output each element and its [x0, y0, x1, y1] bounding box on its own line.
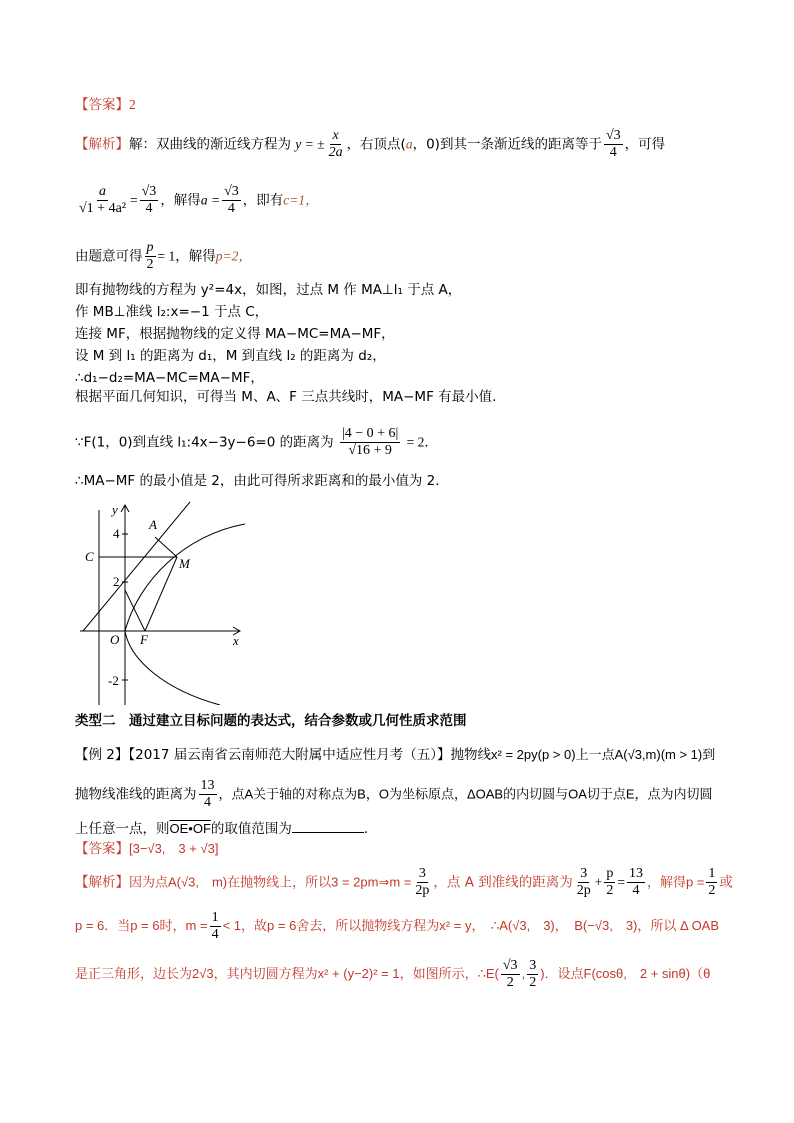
- parabola-curve: [125, 524, 245, 705]
- answer-blank: [292, 818, 364, 833]
- analysis-line-8: ∴d₁−d₂=MA−MC=MA−MF，: [75, 370, 264, 386]
- fraction: $\frac{13}{4}$: [628, 866, 643, 898]
- analysis-line-9: 根据平面几何知识，可得当 M、A、F 三点共线时，MA−MF 有最小值．: [75, 389, 506, 405]
- fraction-x-2a: $\frac{x}{2a}$: [328, 128, 343, 160]
- analysis2-line-2: p = 6．当p = 6时，m = $\frac{1}{4}$ < 1，故p = 6舍去，所以抛物线方程为x² = y， ∴A(√3, 3)， B(−√3, 3)，所以 Δ OAB: [75, 910, 720, 942]
- fraction-sqrt3-4: $\frac{√3}{4}$: [224, 184, 239, 216]
- analysis2-line-1: 【解析】因为点A(√3, m)在抛物线上，所以3 = 2pm⇒m = $\frac{3}{2p}$ ，点 A 到准线的距离为 $\frac{3}{2p}$ + $\frac{p}{2}$ = $\frac{13}{4}$ ，解得p = $\frac{1}{2}$ 或: [75, 866, 733, 898]
- analysis-line-3: 由题意可得 $\frac{p}{2}$ = 1，解得p=2，: [75, 240, 252, 272]
- tick-label-minus-2: -2: [108, 673, 119, 688]
- segment-MF: [145, 557, 177, 631]
- analysis-line-1: [75, 128, 665, 161]
- label-y: y: [112, 502, 118, 517]
- var-a: a: [405, 136, 413, 152]
- analysis-line-4: 即有抛物线的方程为 y²=4x，如图，过点 M 作 MA⊥l₁ 于点 A，: [75, 282, 462, 298]
- label-M: M: [179, 556, 190, 571]
- analysis-line-5: 作 MB⊥准线 l₂:x=−1 于点 C，: [75, 304, 269, 320]
- fraction: $\frac{3}{2p}$: [415, 866, 430, 898]
- analysis-line-11: ∴MA−MF 的最小值是 2，由此可得所求距离和的最小值为 2．: [75, 473, 449, 489]
- fraction-a-sqrt: $\frac{a}{\text{√1 + 4a²}}$: [79, 184, 126, 216]
- answer-value: 2: [129, 97, 136, 112]
- fraction-p-2: $\frac{p}{2}$: [146, 240, 154, 272]
- example-line-1: 【例 2】【2017 届云南省云南师范大附属中适应性月考（五）】抛物线x² = 2py(p > 0)上一点A(√3,m)(m > 1)到: [75, 747, 716, 763]
- segment-AM: [155, 537, 177, 557]
- analysis-line-7: 设 M 到 l₁ 的距离为 d₁，M 到直线 l₂ 的距离为 d₂，: [75, 348, 386, 364]
- fraction: $\frac{3}{2}$: [529, 958, 537, 990]
- asymptote-eq: y = ±: [295, 136, 325, 152]
- fraction: $\frac{3}{2p}$: [576, 866, 591, 898]
- fraction: $\frac{1}{2}$: [708, 866, 716, 898]
- label-O: O: [110, 632, 120, 647]
- label-x: x: [233, 633, 239, 648]
- analysis-text: ，右顶点(: [346, 136, 406, 153]
- tick-label-4: 4: [113, 526, 120, 541]
- example-line-2: 抛物线准线的距离为 $\frac{13}{4}$ ，点A关于轴的对称点为B，O为坐标原点，ΔOAB的内切圆与OA切于点E，点为内切圆: [75, 778, 713, 810]
- analysis-line-2: $\frac{a}{\text{√1 + 4a²}}$ = $\frac{√3}{4}$ ，解得a = $\frac{√3}{4}$ ，即有c=1，: [79, 184, 319, 216]
- answer-tag: 【答案】: [75, 97, 129, 113]
- analysis-text: ，可得: [624, 136, 666, 153]
- analysis2-line-3: 是正三角形，边长为2√3，其内切圆方程为x² + (y−2)² = 1，如图所示，∴E( $\frac{√3}{2}$ , $\frac{3}{2}$ )．设点F(cosθ, 2 + sinθ)（θ: [75, 958, 711, 990]
- analysis-line-10: ∵F(1，0)到直线 l₁:4x−3y−6=0 的距离为 $\frac{|4 - 0 + 6|}{√16 + 9}$ = 2．: [75, 426, 438, 458]
- segment-to-F: [125, 590, 145, 631]
- answer2-line: 【答案】[3−√3, 3 + √3]: [75, 841, 219, 857]
- fraction-13-4: $\frac{13}{4}$: [200, 778, 215, 810]
- label-F: F: [140, 632, 148, 647]
- example-line-3: 上任意一点，则OE•OF的取值范围为 ．: [75, 818, 377, 838]
- fraction-sqrt3-4: $\frac{√3}{4}$: [605, 128, 621, 160]
- distance-fraction: $\frac{|4 - 0 + 6|}{√16 + 9}$: [341, 426, 399, 458]
- analysis-line-6: 连接 MF，根据抛物线的定义得 MA−MC=MA−MF，: [75, 326, 395, 342]
- label-A: A: [149, 517, 157, 532]
- analysis-tag: 【解析】: [75, 136, 129, 153]
- fraction: $\frac{p}{2}$: [606, 866, 614, 898]
- label-C: C: [85, 549, 94, 564]
- answer-line: [75, 96, 136, 114]
- parabola-graph: [75, 500, 255, 705]
- fraction-sqrt3-4: $\frac{√3}{4}$: [141, 184, 157, 216]
- analysis-text: 解：双曲线的渐近线方程为: [129, 136, 291, 153]
- analysis-text: ，0)到其一条渐近线的距离等于: [412, 136, 602, 153]
- section-title: 类型二 通过建立目标问题的表达式，结合参数或几何性质求范围: [75, 713, 467, 729]
- fraction: $\frac{√3}{2}$: [502, 958, 518, 990]
- fraction: $\frac{1}{4}$: [211, 910, 219, 942]
- tick-label-2: 2: [113, 574, 120, 589]
